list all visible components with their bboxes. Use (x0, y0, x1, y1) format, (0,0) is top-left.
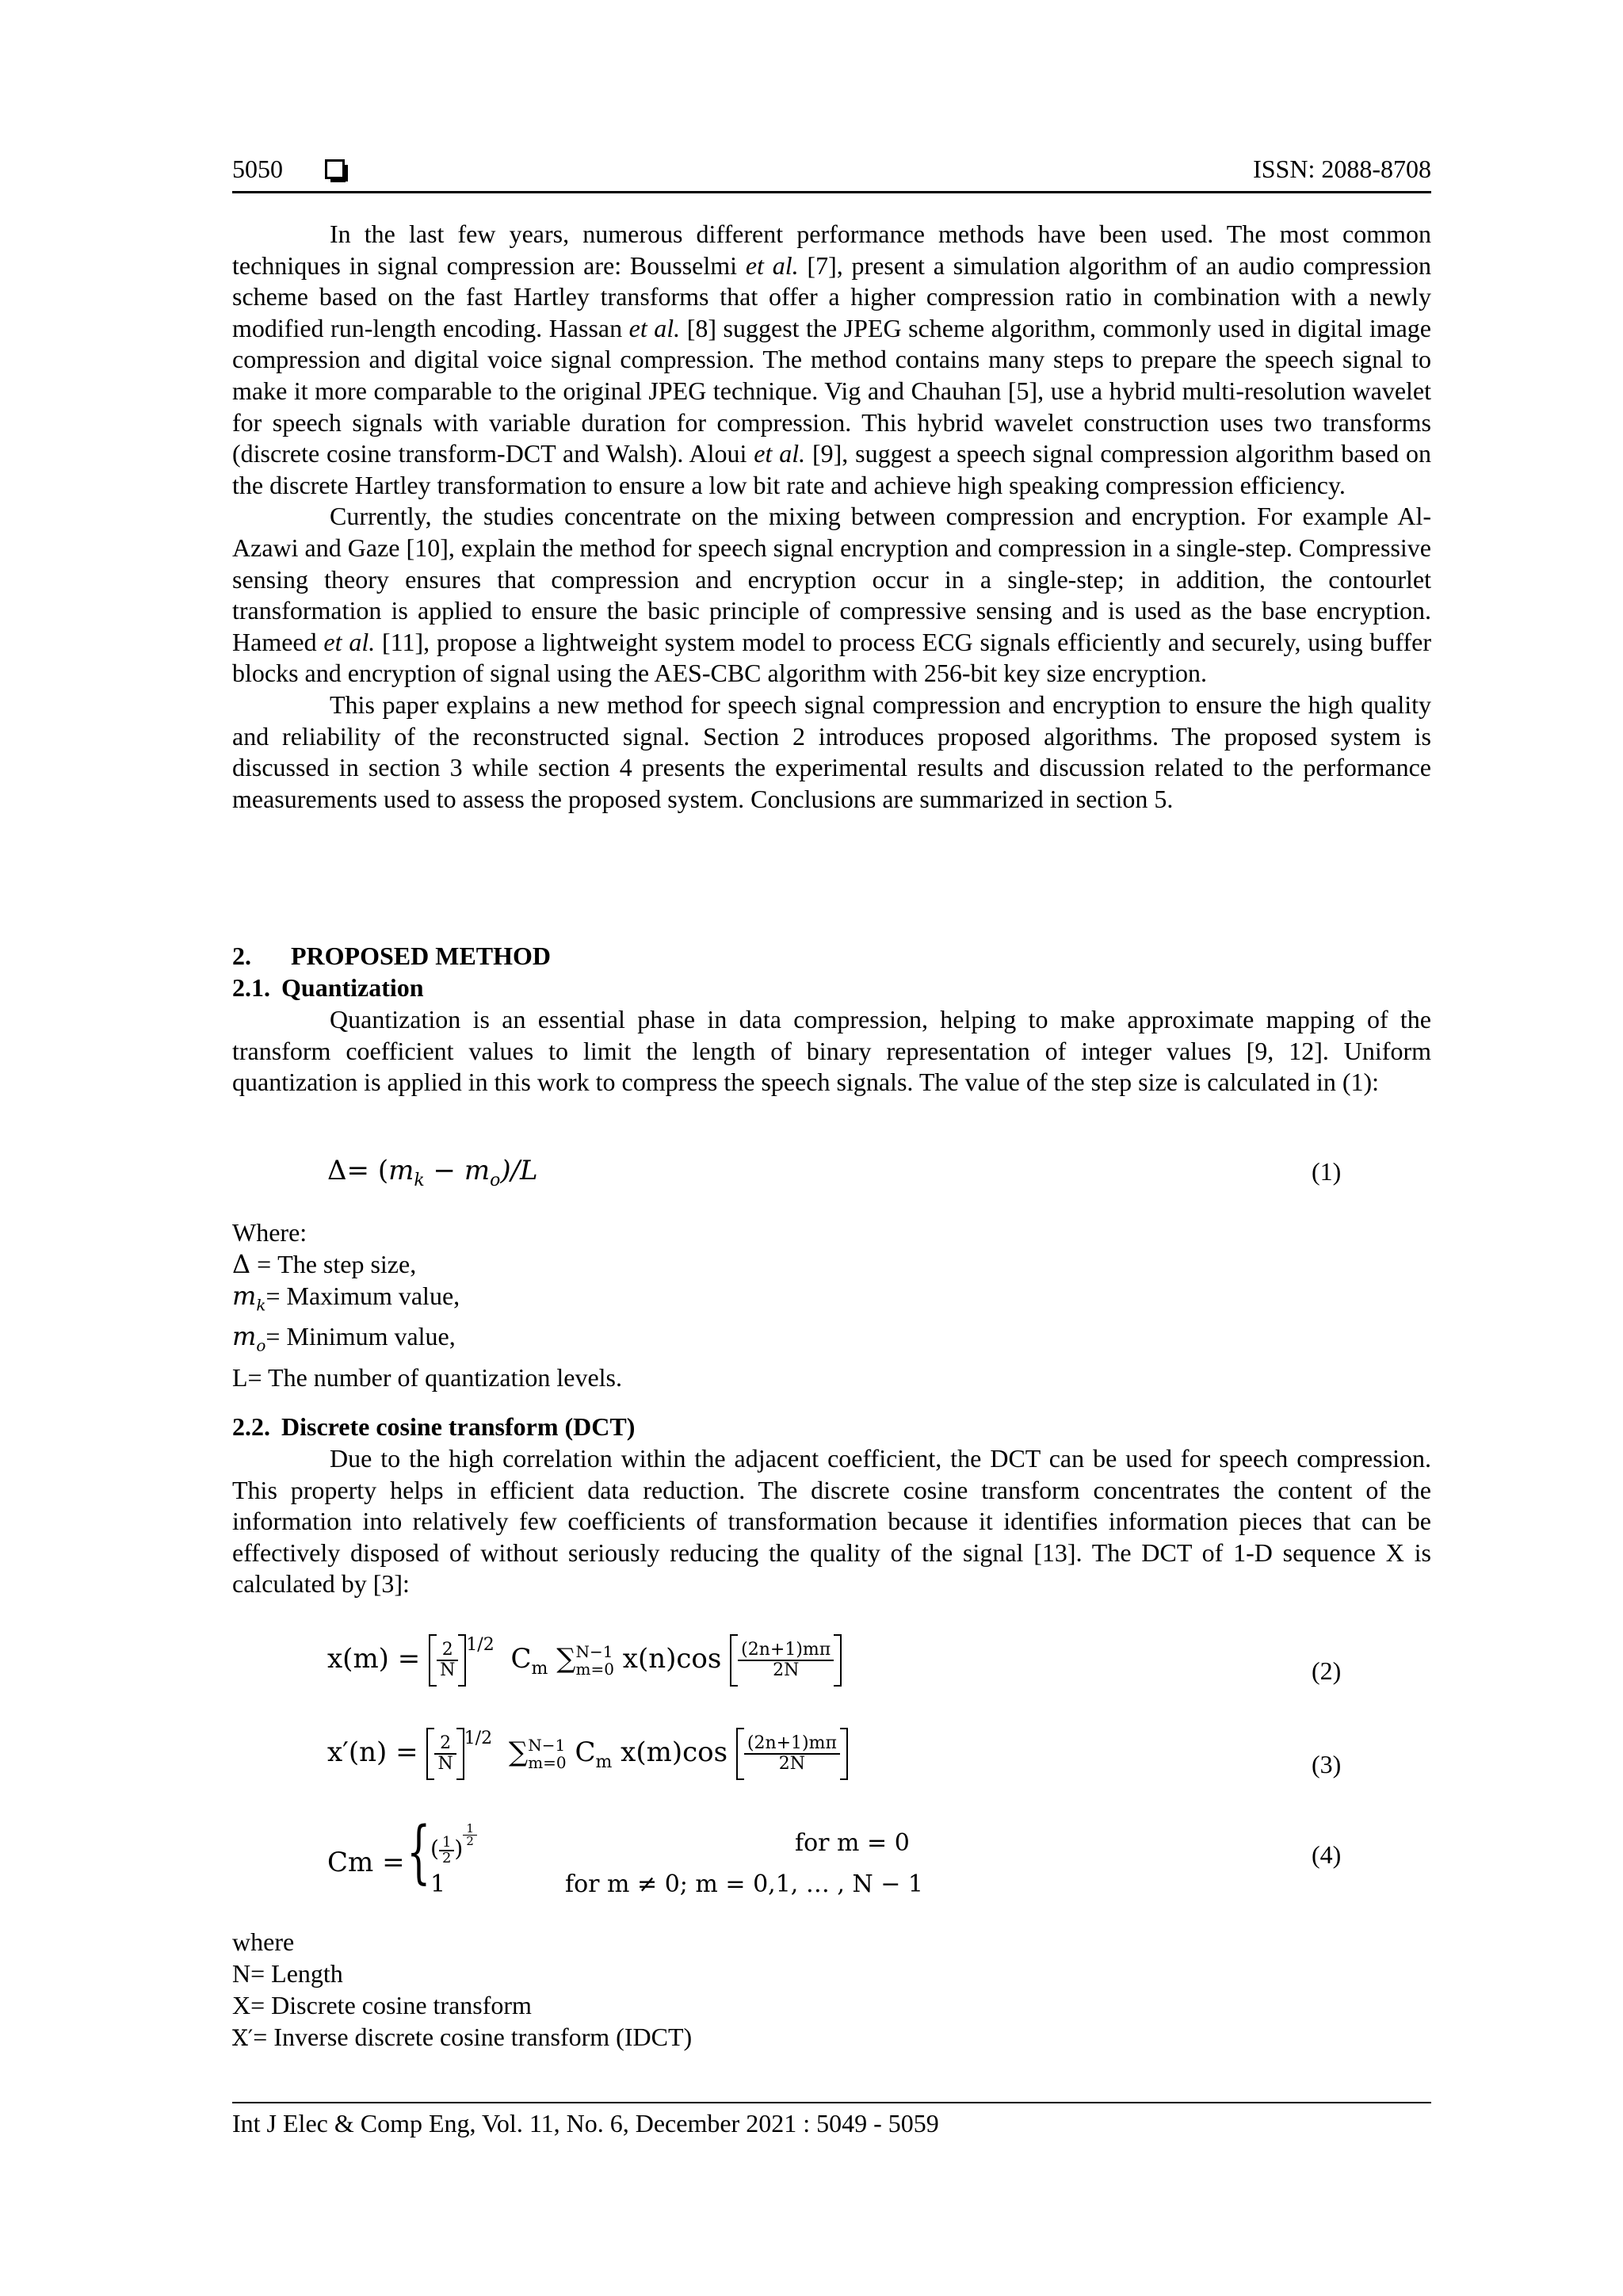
page-number: 5050 (232, 155, 283, 183)
def-levels: L= The number of quantization levels. (232, 1362, 622, 1392)
intro-paragraph-3: This paper explains a new method for speech signal compression and encryption to ensure the high quality and reliability of the reconstructed signal. Section 2 introduces proposed algorithms. The proposed system is discussed in section 3 while section 4 presents the experimental results and discussion related to the performance measurements used to assess the proposed system. Conclusions are summarized in section 5. (232, 690, 1431, 813)
equation-3-label: (3) (1312, 1750, 1342, 1778)
def-min-value: $m_o=$ Minimum value, (232, 1321, 456, 1355)
subsection-heading-quantization: 2.1. Quantization (232, 973, 424, 1002)
equation-2-label: (2) (1312, 1656, 1342, 1685)
def-dct: X= Discrete cosine transform (232, 1991, 532, 2019)
footer-rule (232, 2102, 1431, 2103)
equation-1: $\Delta= (m_k - m_o)/L$ (327, 1155, 538, 1190)
equation-4-label: (4) (1312, 1840, 1342, 1869)
issn: ISSN: 2088-8708 (1253, 155, 1431, 183)
equation-1-label: (1) (1312, 1157, 1342, 1186)
intro-paragraph-2: Currently, the studies concentrate on the mixing between compression and encryption. For example Al-Azawi and Gaze [10], explain the method for speech signal encryption and compression in a single-step. Compressive sensing theory ensures that compression and encryption occur in a single-step; in addition, the contourlet transformation is applied to ensure the basic principle of compressive sensing and is used as the base encryption. Hameed et al. [11], propose a lightweight system model to process ECG signals efficiently and securely, using buffer blocks and encryption of signal using the AES-CBC algorithm with 256-bit key size encryption. (232, 502, 1432, 688)
paper-page: 5050 ISSN: 2088-8708 In the last few years, numerous different performance methods have been used. The most common techniques in signal compression are: Bousselmi et al. [7], present a simulation algorithm of an audio compression scheme based on the fast Hartley transforms that offer a higher compression ratio in combination with a newly modified run-length encoding. Hassan et al. [8] suggest the JPEG scheme algorithm, commonly used in digital image compression and digital voice signal compression. The method contains many steps to prepare the speech signal to make it more comparable to the original JPEG technique. Vig and Chauhan [5], use a hybrid multi-resolution wavelet for speech signals with variable duration for compression. This hybrid wavelet construction uses two transforms (discrete cosine transform-DCT and Walsh). Aloui et al. [9], suggest a speech signal compression algorithm based on the discrete Hartley transformation to ensure a low bit rate and achieve high speaking compression efficiency. Currently, the studies concentrate on the mixing between compression and encryption. For example Al-Azawi and Gaze [10], explain the method for speech signal encryption and compression in a single-step. Compressive sensing theory ensures that compression and encryption occur in a single-step; in addition, the contourlet transformation is applied to ensure the basic principle of compressive sensing and is used as the base encryption. Hameed et al. [11], propose a lightweight system model to process ECG signals efficiently and securely, using buffer blocks and encryption of signal using the AES-CBC algorithm with 256-bit key size encryption. This paper explains a new method for speech signal compression and encryption to ensure the high quality and reliability of the reconstructed signal. Section 2 introduces proposed algorithms. The proposed system is discussed in section 3 while section 4 presents the experimental results and discussion related to the performance measurements used to assess the proposed system. Conclusions are summarized in section 5. 2. PROPOSED METHOD 2.1. Quantization Quantization is an essential phase in data compression, helping to make approximate mapping of the transform coefficient values to limit the length of binary representation of integer values [9, 12]. Uniform quantization is applied in this work to compress the speech signals. The value of the step size is calculated in (1): $\Delta= (m_k - m_o)/L$ (1) Where: Δ = The step size, $m_k=$ Maximum value, $m_o=$ Minimum value, L= The number of quantization levels. 2.2. Discrete cosine transform (DCT) Due to the high correlation within the adjacent coefficient, the DCT can be used for speech compression. This property helps in efficient data reduction. The discrete cosine transform concentrates the content of the information into relatively few coefficients of transformation because it identifies information pieces that can be effectively disposed of without seriously reducing the quality of the signal [13]. The DCT of 1-D sequence X is calculated by [3]: x(m) = $\frac{2}{N}$ $^{1/2}$ $C_m$ ∑ N−1 m=0 x(n)cos $\frac{(2n+1)m\pi}{2N}$ (2) x′(n) = $\frac{2}{N}$ $^{1/2}$ ∑ N−1 m=0 $C_m$ x(m)cos $\frac{(2n+1)m\pi}{2N}$ (3) Cm = { ( $\frac{1}{2}$ ) $\frac{1}{2}$ 1 for m = 0 for m ≠ 0; m = 0,1, … , N − 1 (4) where N= Length X= Discrete cosine transform X′= Inverse discrete cosine transform (IDCT) Int J Elec & Comp Eng, Vol. 11, No. 6, December 2021 : 5049 - 5059 (232, 155, 1432, 2137)
intro-paragraph-1: In the last few years, numerous different performance methods have been used. The most common techniques in signal compression are: Bousselmi et al. [7], present a simulation algorithm of an audio compression scheme based on the fast Hartley transforms that offer a higher compression ratio in combination with a newly modified run-length encoding. Hassan et al. [8] suggest the JPEG scheme algorithm, commonly used in digital image compression and digital voice signal compression. The method contains many steps to prepare the speech signal to make it more comparable to the original JPEG technique. Vig and Chauhan [5], use a hybrid multi-resolution wavelet for speech signals with variable duration for compression. This hybrid wavelet construction uses two transforms (discrete cosine transform-DCT and Walsh). Aloui et al. [9], suggest a speech signal compression algorithm based on the discrete Hartley transformation to ensure a low bit rate and achieve high speaking compression efficiency. (232, 220, 1432, 499)
def-length: N= Length (232, 1959, 343, 1988)
quantization-paragraph: Quantization is an essential phase in data compression, helping to make approximate mapping of the transform coefficient values to limit the length of binary representation of integer values [9, 12]. Uniform quantization is applied in this work to compress the speech signals. The value of the step size is calculated in (1): (232, 1005, 1431, 1097)
equation-3: x′(n) = $\frac{2}{N}$ $^{1/2}$ ∑ N−1 m=0 $C_m$ x(m)cos $\frac{(2n+1)m\pi}{2N}$ (327, 1728, 848, 1780)
where-definitions-2: where N= Length X= Discrete cosine transform X′= Inverse discrete cosine transform (IDCT) (232, 1926, 692, 2054)
intro-text (232, 219, 1431, 815)
def-step-size: Δ = The step size, (232, 1249, 417, 1279)
header-rule (232, 191, 1431, 193)
case-1-value: ( $\frac{1}{2}$ ) $\frac{1}{2}$ (430, 1823, 477, 1866)
box-icon (325, 159, 345, 179)
equation-2: x(m) = $\frac{2}{N}$ $^{1/2}$ $C_m$ ∑ N−1 m=0 x(n)cos $\frac{(2n+1)m\pi}{2N}$ (327, 1634, 842, 1687)
page-header (232, 155, 1431, 188)
dct-paragraph: Due to the high correlation within the adjacent coefficient, the DCT can be used for speech compression. This property helps in efficient data reduction. The discrete cosine transform concentrates the content of the information into relatively few coefficients of transformation because it identifies information pieces that can be effectively disposed of without seriously reducing the quality of the signal [13]. The DCT of 1-D sequence X is calculated by [3]: (232, 1444, 1431, 1599)
where-definitions-1: Where: Δ = The step size, $m_k=$ Maximum value, $m_o=$ Minimum value, L= The number of quantization levels. (232, 1218, 622, 1392)
subsection-heading-dct: 2.2. Discrete cosine transform (DCT) (232, 1412, 636, 1441)
def-max-value: $m_k=$ Maximum value, (232, 1281, 460, 1315)
footer-citation: Int J Elec & Comp Eng, Vol. 11, No. 6, December 2021 : 5049 - 5059 (232, 2109, 939, 2137)
section-heading: 2. PROPOSED METHOD (232, 942, 552, 970)
def-idct: X′= Inverse discrete cosine transform (IDCT) (232, 2023, 693, 2051)
